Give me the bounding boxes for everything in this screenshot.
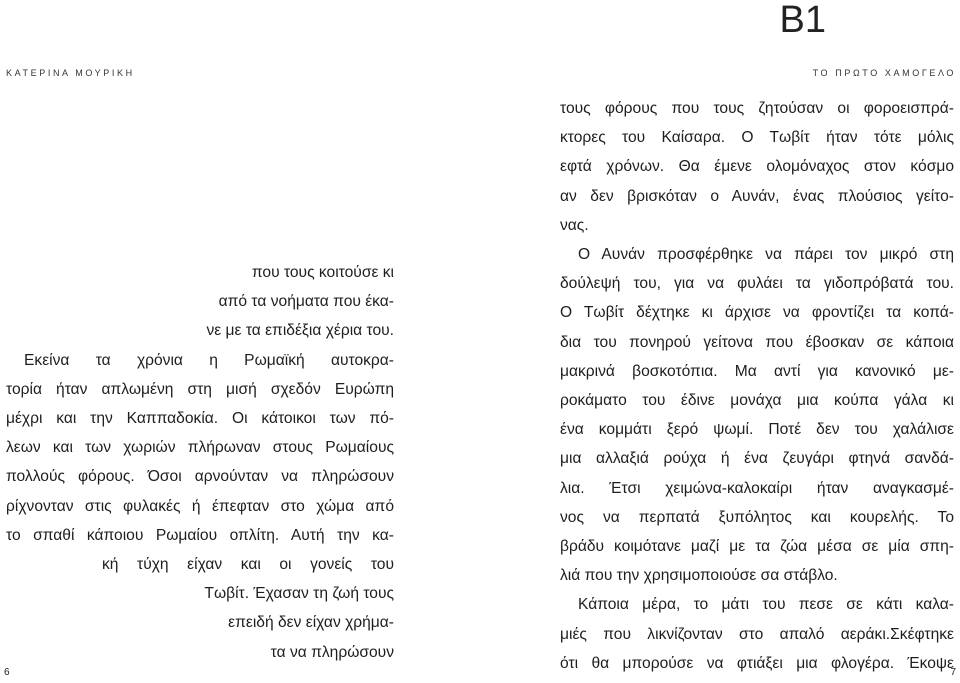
- text-line: Ο Τωβίτ δέχτηκε κι άρχισε να φροντίζει τα κοπά-: [560, 304, 954, 322]
- text-line: λεων και των χωριών πλήρωναν στους Ρωμαίους: [6, 439, 394, 457]
- text-line: δια του πονηρού γείτονα που έβοσκαν σε κάποια: [560, 333, 954, 351]
- text-line: επειδή δεν είχαν χρήμα-: [228, 614, 394, 632]
- page-id: B1: [779, 0, 826, 41]
- text-line: πολλούς φόρους. Όσοι αρνούνταν να πληρώσουν: [6, 468, 394, 486]
- text-line: ρίχνονταν στις φυλακές ή έπεφταν στο χώμα από: [6, 497, 394, 515]
- text-line: μέχρι και την Καππαδοκία. Οι κάτοικοι των πό-: [6, 410, 394, 428]
- text-line: μιές που λικνίζονταν στο απαλό αεράκι.Σκέφτηκε: [560, 625, 954, 643]
- text-line: κτορες του Καίσαρα. Ο Τωβίτ ήταν τότε μόλις: [560, 129, 954, 147]
- text-line: Εκείνα τα χρόνια η Ρωμαϊκή αυτοκρα-: [24, 351, 394, 369]
- right-page-text: [560, 94, 954, 678]
- text-line: Ο Αυνάν προσφέρθηκε να πάρει τον μικρό στη: [578, 246, 954, 264]
- running-head-title: ΤΟ ΠΡΩΤΟ ΧΑΜΟΓΕΛΟ: [812, 68, 956, 78]
- text-line: δούλεψή του, για να φυλάει τα γιδοπρόβατά του.: [560, 275, 954, 293]
- text-line: λια. Έτσι χειμώνα-καλοκαίρι ήταν αναγκασμέ-: [560, 479, 954, 497]
- text-line: νος να περπατά ξυπόλητος και κουρελής. Το: [560, 508, 954, 526]
- text-line: λιά που την χρησιμοποιούσε σα στάβλο.: [560, 567, 838, 585]
- text-line: το σπαθί κάποιου Ρωμαίου οπλίτη. Αυτή την κα-: [6, 526, 394, 544]
- text-line: μια αλλαξιά ρούχα ή ένα ζευγάρι φτηνά σανδά-: [560, 450, 954, 468]
- text-line: εφτά χρόνων. Θα έμενε ολομόναχος στον κόσμο: [560, 158, 954, 176]
- text-line: βράδυ κοιμότανε μαζί με τα ζώα μέσα σε μία σπη-: [560, 538, 954, 556]
- text-line: αν δεν βρισκόταν ο Αυνάν, ένας πλούσιος γείτο-: [560, 187, 954, 205]
- text-line: Κάποια μέρα, το μάτι του πεσε σε κάτι καλα-: [578, 596, 954, 614]
- page-number-left: 6: [4, 667, 10, 678]
- page-number-right: 7: [950, 667, 956, 678]
- running-head-author: ΚΑΤΕΡΙΝΑ ΜΟΥΡΙΚΗ: [6, 68, 135, 78]
- text-line: ροκάματο του έδινε μονάχα μια κούπα γάλα κι: [560, 392, 954, 410]
- text-line: που τους κοιτούσε κι: [251, 264, 394, 281]
- text-line: τορία ήταν απλωμένη στη μισή σχεδόν Ευρώπη: [6, 380, 394, 398]
- text-line: από τα νοήματα που έκα-: [218, 293, 394, 311]
- text-line: ότι θα μπορούσε να φτιάξει μια φλογέρα. Έκοψε: [560, 654, 954, 672]
- text-line: τα να πληρώσουν: [270, 643, 394, 661]
- text-line: μακρινά βοσκοτόπια. Μα αντί για κανονικό με-: [560, 362, 954, 380]
- text-line: νας.: [560, 216, 589, 234]
- text-line: νε με τα επιδέξια χέρια του.: [206, 322, 394, 340]
- left-page-text: [6, 258, 394, 667]
- text-line: ένα κομμάτι ξερό ψωμί. Ποτέ δεν του χαλάλισε: [560, 421, 954, 439]
- text-line: τους φόρους που τους ζητούσαν οι φοροεισπρά-: [560, 100, 954, 117]
- text-line: κή τύχη είχαν και οι γονείς του: [102, 556, 394, 574]
- text-line: Τωβίτ. Έχασαν τη ζωή τους: [204, 585, 394, 603]
